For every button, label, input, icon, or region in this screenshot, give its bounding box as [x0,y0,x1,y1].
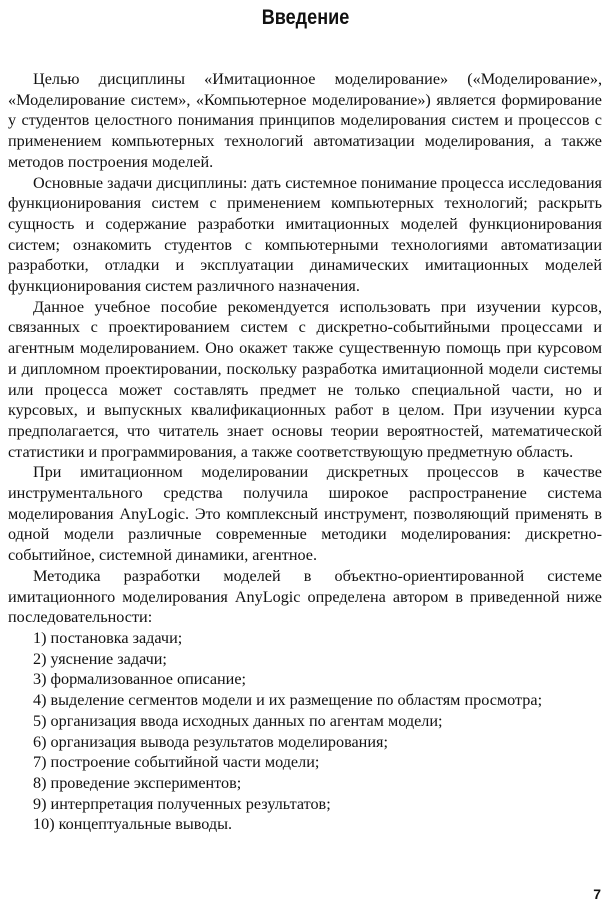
page-title: Введение [261,6,350,29]
paragraph-anylogic: При имитационном моделировании дискретных процессов в качестве инструментального средства получила широкое распространение система моделирования AnyLogic. Это комплексный инструмент, позволяющий применять в одной модели различные современные методики моделирования: дискретно-событийное, системной динамики, агентное. [8,463,602,565]
list-item: 9) интерпретация полученных результатов; [33,794,331,813]
paragraph-usage: Данное учебное пособие рекомендуется использовать при изучении курсов, связанных с проектированием систем с дискретно-событийными процессами и агентным моделированием. Оно окажет также существенную помощь при курсовом и дипломном проектировании, поскольку разработка имитационной модели системы или процесса может составлять предмет не только специальной части, но и курсовых, и выпускных квалификационных работ в целом. При изучении курса предполагается, что читатель знает основы теории вероятностей, математической статистики и программирования, а также соответствующую предметную область. [8,297,602,461]
list-item: 7) построение событийной части модели; [33,753,320,772]
list-item: 4) выделение сегментов модели и их размещение по областям просмотра; [33,691,543,710]
list-item: 10) концептуальные выводы. [33,815,233,834]
paragraph-tasks: Основные задачи дисциплины: дать системное понимание процесса исследования функционирования систем с применением компьютерных технологий; раскрыть сущность и содержание разработки имитационных моделей функционирования систем; ознакомить студентов с компьютерными технологиями автоматизации разработки, отладки и эксплуатации динамических имитационных моделей функционирования систем различного назначения. [8,173,602,296]
list-item: 3) формализованное описание; [33,670,247,689]
paragraph-methodology: Методика разработки моделей в объектно-ориентированной системе имитационного моделирования AnyLogic определена автором в приведенной ниже последовательности: [8,566,602,627]
list-item: 5) организация ввода исходных данных по агентам модели; [33,711,443,730]
page-number: 7 [593,886,601,902]
list-item: 8) проведение экспериментов; [33,773,242,792]
body-text [8,69,602,835]
list-item: 6) организация вывода результатов моделирования; [33,732,388,751]
list-item: 1) постановка задачи; [33,628,183,647]
methodology-steps-list [8,628,602,835]
list-item: 2) уяснение задачи; [33,649,167,668]
paragraph-goal: Целью дисциплины «Имитационное моделирование» («Моделирование», «Моделирование систем», «Компьютерное моделирование») является формирование у студентов целостного понимания принципов моделирования систем и процессов с применением компьютерных технологий автоматизации моделирования, а также методов построения моделей. [8,70,602,171]
